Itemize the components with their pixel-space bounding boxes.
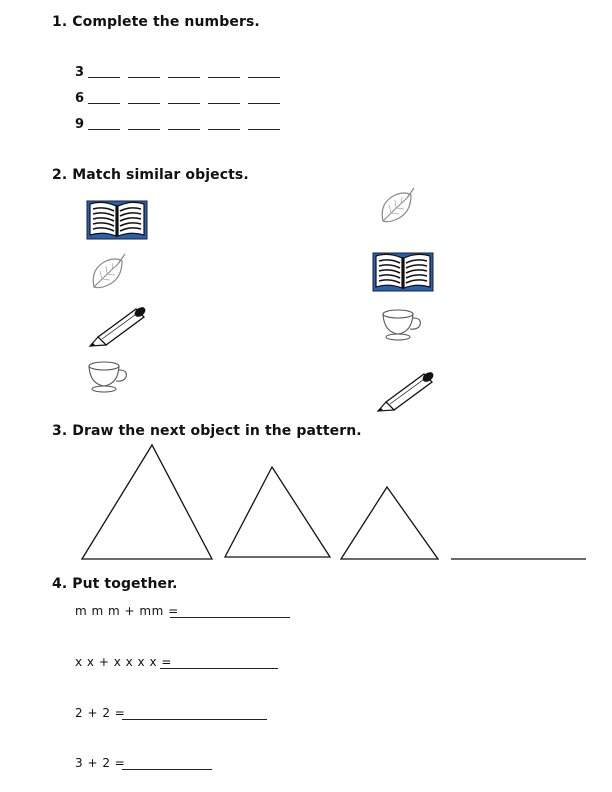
- triangle-large: [82, 445, 212, 559]
- pencil-icon[interactable]: [86, 303, 150, 347]
- book-icon[interactable]: [372, 251, 434, 293]
- q1-row-2: [75, 91, 295, 109]
- blank-line[interactable]: [248, 103, 280, 104]
- q1-row-1: [75, 65, 295, 83]
- q1-heading: 1. Complete the numbers.: [52, 14, 260, 30]
- q4-problem-4: 3 + 2 =: [75, 756, 126, 770]
- q3-heading: 3. Draw the next object in the pattern.: [52, 423, 362, 439]
- blank-line[interactable]: [128, 77, 160, 78]
- blank-line[interactable]: [208, 103, 240, 104]
- blank-line[interactable]: [88, 129, 120, 130]
- q4-problem-1: m m m + mm =: [75, 604, 179, 618]
- q2-heading: 2. Match similar objects.: [52, 167, 249, 183]
- blank-line[interactable]: [168, 77, 200, 78]
- leaf-icon[interactable]: [88, 251, 128, 291]
- book-icon[interactable]: [86, 199, 148, 241]
- answer-line[interactable]: [160, 668, 278, 669]
- answer-line[interactable]: [122, 719, 267, 720]
- pencil-icon[interactable]: [374, 368, 438, 412]
- q1-start-number: 3: [75, 65, 85, 80]
- blank-line[interactable]: [208, 77, 240, 78]
- blank-line[interactable]: [168, 103, 200, 104]
- q4-problem-3: 2 + 2 =: [75, 706, 126, 720]
- blank-line[interactable]: [88, 77, 120, 78]
- blank-line[interactable]: [208, 129, 240, 130]
- q1-start-number: 9: [75, 117, 85, 132]
- q4-heading: 4. Put together.: [52, 576, 178, 592]
- blank-line[interactable]: [128, 103, 160, 104]
- triangle-medium: [225, 467, 330, 557]
- blank-line[interactable]: [128, 129, 160, 130]
- q1-start-number: 6: [75, 91, 85, 106]
- answer-line[interactable]: [170, 617, 290, 618]
- answer-line[interactable]: [122, 769, 212, 770]
- q1-row-3: [75, 117, 295, 135]
- pattern-triangles: [0, 440, 612, 565]
- blank-line[interactable]: [168, 129, 200, 130]
- teacup-icon[interactable]: [86, 358, 130, 394]
- q4-problem-2: x x + x x x x =: [75, 655, 172, 669]
- teacup-icon[interactable]: [380, 306, 424, 342]
- leaf-icon[interactable]: [377, 185, 417, 225]
- triangle-small: [341, 487, 438, 559]
- blank-line[interactable]: [248, 77, 280, 78]
- blank-line[interactable]: [88, 103, 120, 104]
- blank-line[interactable]: [248, 129, 280, 130]
